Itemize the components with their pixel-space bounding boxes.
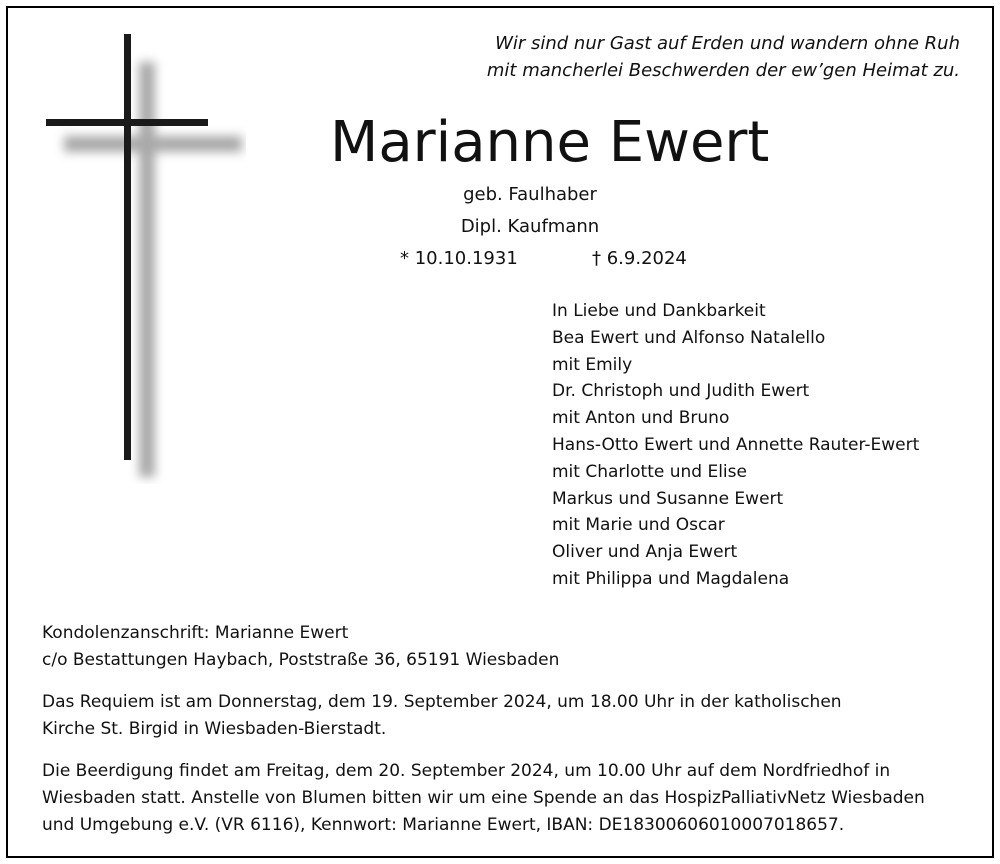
- family-line: mit Emily: [552, 354, 633, 375]
- memorial-quote: [487, 30, 960, 84]
- family-line: Markus und Susanne Ewert: [552, 488, 784, 509]
- funeral-line-3: und Umgebung e.V. (VR 6116), Kennwort: Marianne Ewert, IBAN: DE18300606010007018657.: [42, 815, 845, 835]
- condolence-line-2: c/o Bestattungen Haybach, Poststraße 36, 65191 Wiesbaden: [42, 650, 560, 670]
- birth-date: * 10.10.1931: [400, 248, 518, 269]
- family-line: Dr. Christoph und Judith Ewert: [552, 381, 810, 402]
- family-list: [552, 298, 919, 593]
- death-date: † 6.9.2024: [592, 248, 687, 269]
- family-line: Bea Ewert und Alfonso Natalello: [552, 327, 826, 348]
- family-line: mit Philippa und Magdalena: [552, 568, 790, 589]
- birth-name: geb. Faulhaber: [463, 184, 597, 205]
- family-line: In Liebe und Dankbarkeit: [552, 301, 766, 321]
- family-line: mit Marie und Oscar: [552, 515, 725, 536]
- family-line: mit Charlotte und Elise: [552, 461, 747, 482]
- funeral-line-2: Wiesbaden statt. Anstelle von Blumen bitten wir um eine Spende an das HospizPalliativNetz Wiesbaden: [42, 788, 925, 808]
- condolence-address: [42, 620, 962, 674]
- quote-line-2: mit mancherlei Beschwerden der ew’gen Heimat zu.: [486, 60, 960, 81]
- cross-icon: [46, 34, 246, 484]
- condolence-line-1: Kondolenzanschrift: Marianne Ewert: [42, 623, 349, 643]
- family-line: Hans-Otto Ewert und Annette Rauter-Ewert: [552, 434, 920, 455]
- requiem-line-2: Kirche St. Birgid in Wiesbaden-Bierstadt.: [42, 719, 387, 739]
- family-line: Oliver und Anja Ewert: [552, 542, 738, 563]
- quote-line-1: Wir sind nur Gast auf Erden und wandern ohne Ruh: [495, 33, 960, 54]
- family-line: mit Anton und Bruno: [552, 408, 730, 429]
- requiem-info: [42, 689, 962, 743]
- requiem-line-1: Das Requiem ist am Donnerstag, dem 19. September 2024, um 18.00 Uhr in der katholischen: [42, 692, 842, 712]
- deceased-name: Marianne Ewert: [330, 110, 770, 175]
- professional-title: Dipl. Kaufmann: [460, 216, 600, 237]
- funeral-line-1: Die Beerdigung findet am Freitag, dem 20. September 2024, um 10.00 Uhr auf dem Nordfriedhof in: [42, 761, 891, 781]
- funeral-info: [42, 758, 962, 839]
